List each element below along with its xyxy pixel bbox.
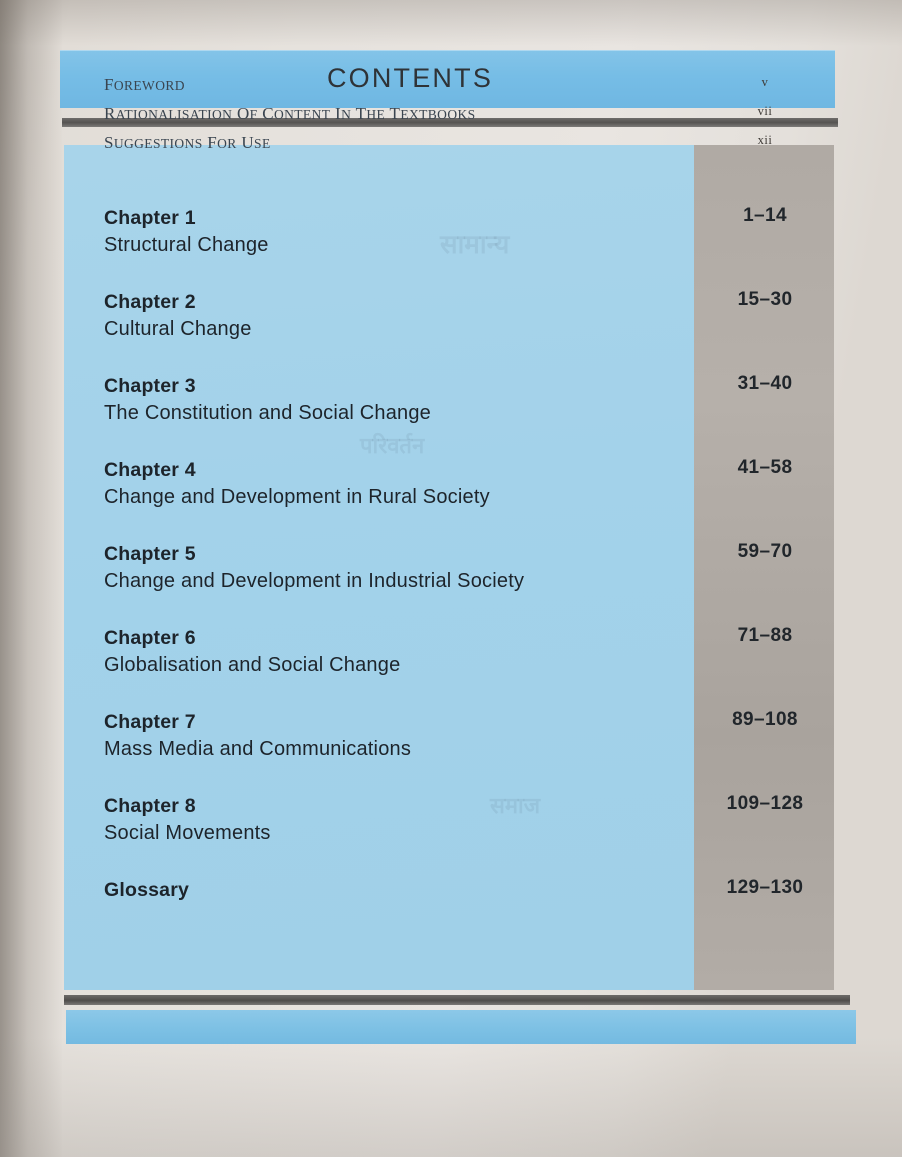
chapter-label: Chapter 6 [104, 627, 196, 649]
front-matter-item[interactable] [104, 75, 664, 104]
chapter-page-number: 31–40 [737, 373, 793, 394]
chapter-label: Chapter 1 [104, 207, 196, 229]
chapter-entry[interactable] [104, 289, 694, 373]
chapter-list [104, 205, 694, 917]
front-matter-item[interactable] [104, 133, 664, 162]
chapter-page-number: 71–88 [737, 625, 793, 646]
front-matter-label: RATIONALISATION OF CONTENT IN THE TEXTBOOKS [104, 104, 476, 123]
chapter-page-number: 15–30 [737, 289, 793, 310]
chapter-entry[interactable] [104, 457, 694, 541]
chapter-page-number: 1–14 [743, 205, 787, 226]
chapter-title: Globalisation and Social Change [104, 654, 401, 676]
chapter-title: Change and Development in Rural Society [104, 486, 490, 508]
chapter-page-number: 89–108 [732, 709, 798, 730]
glossary-entry[interactable] [104, 877, 694, 917]
chapter-title: Social Movements [104, 822, 271, 844]
chapter-label: Chapter 5 [104, 543, 196, 565]
chapter-entry[interactable] [104, 205, 694, 289]
chapter-page-number: 109–128 [726, 793, 804, 814]
bottom-page-shadow [0, 1037, 902, 1157]
front-matter-page-number: v [761, 75, 769, 89]
chapter-entry[interactable] [104, 793, 694, 877]
chapter-label: Chapter 8 [104, 795, 196, 817]
front-matter-label: FOREWORD [104, 75, 185, 94]
contents-page [60, 50, 840, 1050]
glossary-label: Glossary [104, 879, 190, 901]
chapter-label: Chapter 4 [104, 459, 196, 481]
chapter-title: Structural Change [104, 234, 269, 256]
top-page-shadow [0, 0, 902, 46]
chapter-entry[interactable] [104, 541, 694, 625]
chapter-label: Chapter 7 [104, 711, 196, 733]
page-title: CONTENTS [326, 63, 494, 93]
chapter-page-number: 59–70 [737, 541, 793, 562]
book-binding-shadow [0, 0, 62, 1157]
chapter-entry[interactable] [104, 709, 694, 793]
footer-divider-rule [64, 995, 850, 1005]
glossary-page-number: 129–130 [726, 877, 804, 898]
chapter-label: Chapter 3 [104, 375, 196, 397]
footer-band [66, 1010, 856, 1044]
chapter-entry[interactable] [104, 625, 694, 709]
front-matter-label: SUGGESTIONS FOR USE [104, 133, 271, 152]
chapter-page-number: 41–58 [737, 457, 793, 478]
front-matter-list [104, 75, 664, 162]
front-matter-page-numbers [698, 75, 832, 162]
front-matter-item[interactable] [104, 104, 664, 133]
chapter-title: Cultural Change [104, 318, 252, 340]
chapter-label: Chapter 2 [104, 291, 196, 313]
front-matter-page-number: xii [757, 133, 773, 147]
front-matter-page-number: vii [757, 104, 773, 118]
chapter-title: Change and Development in Industrial Society [104, 570, 525, 592]
chapter-page-numbers [698, 205, 832, 917]
chapter-title: Mass Media and Communications [104, 738, 412, 760]
chapter-title: The Constitution and Social Change [104, 402, 432, 424]
chapter-entry[interactable] [104, 373, 694, 457]
